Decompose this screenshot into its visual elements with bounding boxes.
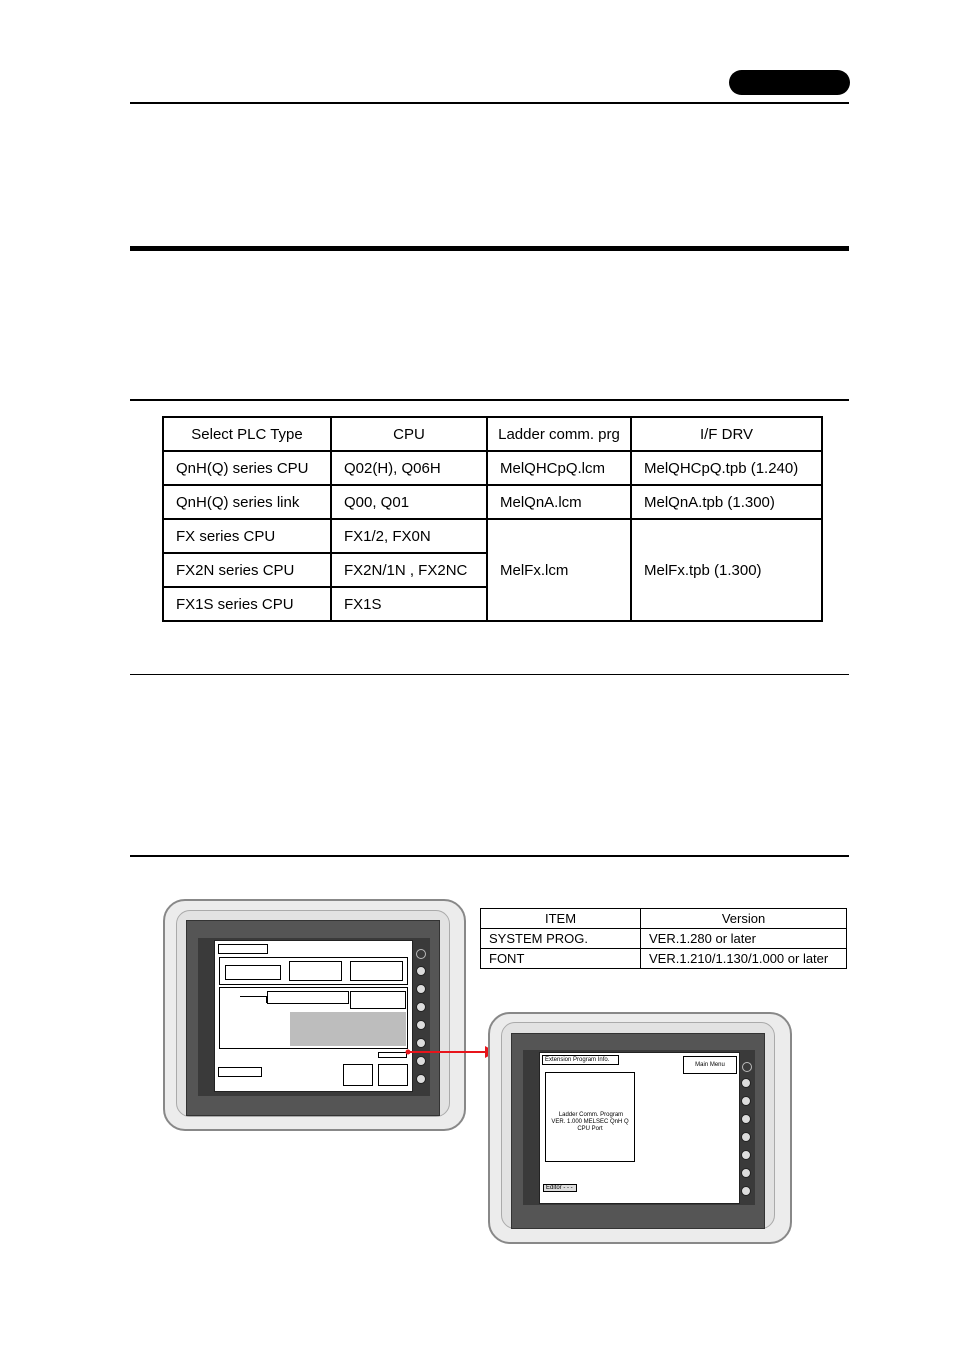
header-cell: ITEM: [481, 909, 641, 929]
section-rule-2: [130, 674, 849, 675]
table-row: [481, 949, 847, 969]
screen-title-box: [218, 944, 268, 954]
item-cell: FONT: [481, 949, 641, 969]
function-key[interactable]: [416, 1074, 426, 1084]
section-rule-3: [130, 855, 849, 857]
info-line-2: VER. 1.000 MELSEC QnH Q: [551, 1119, 629, 1125]
plc-type-cell: QnH(Q) series CPU: [163, 451, 331, 485]
ladder-cell: MelQnA.lcm: [487, 485, 631, 519]
screen-field: [289, 961, 342, 981]
section-rule-thick: [130, 246, 849, 251]
screen-top-panel: [219, 957, 408, 985]
chapter-badge: [729, 70, 850, 95]
screen-button[interactable]: [378, 1064, 408, 1086]
plc-type-cell: FX2N series CPU: [163, 553, 331, 587]
function-key[interactable]: [416, 984, 426, 994]
plc-type-cell: FX series CPU: [163, 519, 331, 553]
plc-type-table: [162, 416, 823, 622]
screen-mid-panel: [219, 987, 408, 1049]
device-right-screen: [539, 1052, 740, 1204]
function-key[interactable]: [741, 1114, 751, 1124]
function-key[interactable]: [741, 1150, 751, 1160]
drv-cell: MelFx.tpb (1.300): [631, 519, 822, 621]
drv-cell: MelQHCpQ.tpb (1.240): [631, 451, 822, 485]
version-cell: VER.1.280 or later: [641, 929, 847, 949]
function-key[interactable]: [416, 1020, 426, 1030]
info-line-1: Ladder Comm. Program: [558, 1112, 624, 1118]
plc-type-cell: FX1S series CPU: [163, 587, 331, 621]
cpu-cell: Q02(H), Q06H: [331, 451, 487, 485]
table-row: [163, 451, 822, 485]
header-cell: Select PLC Type: [163, 417, 331, 451]
screen-button[interactable]: [343, 1064, 373, 1086]
screen-field: [267, 991, 349, 1004]
item-cell: SYSTEM PROG.: [481, 929, 641, 949]
cpu-cell: FX1/2, FX0N: [331, 519, 487, 553]
cpu-cell: FX1S: [331, 587, 487, 621]
ladder-cell: MelQHCpQ.lcm: [487, 451, 631, 485]
function-key[interactable]: [741, 1186, 751, 1196]
power-icon: [742, 1062, 752, 1072]
cpu-cell: FX2N/1N , FX2NC: [331, 553, 487, 587]
plc-type-cell: QnH(Q) series link: [163, 485, 331, 519]
device-left-keys: [412, 940, 430, 1090]
function-key[interactable]: [416, 1002, 426, 1012]
screen-shaded-area: [290, 1012, 406, 1046]
screen-field: [225, 965, 281, 980]
version-table: [480, 908, 847, 969]
arrow-icon: [405, 1044, 497, 1060]
function-key[interactable]: [741, 1168, 751, 1178]
extension-title: Extension Program Info.: [542, 1055, 619, 1065]
function-key[interactable]: [741, 1096, 751, 1106]
editor-label[interactable]: Editor - - -: [543, 1184, 577, 1192]
table-row: [163, 485, 822, 519]
function-key[interactable]: [741, 1078, 751, 1088]
main-menu-button[interactable]: Main Menu: [683, 1056, 737, 1074]
table-header-row: [163, 417, 822, 451]
header-cell: Version: [641, 909, 847, 929]
screen-small-tab: [378, 1052, 407, 1058]
table-row: [481, 929, 847, 949]
table-header-row: [481, 909, 847, 929]
device-left-screen: [214, 940, 413, 1092]
screen-button[interactable]: [218, 1067, 262, 1077]
header-cell: CPU: [331, 417, 487, 451]
drv-cell: MelQnA.tpb (1.300): [631, 485, 822, 519]
header-cell: I/F DRV: [631, 417, 822, 451]
screen-leader-line: [240, 996, 266, 997]
ladder-cell: MelFx.lcm: [487, 519, 631, 621]
device-right-keys: [738, 1052, 755, 1202]
version-cell: VER.1.210/1.130/1.000 or later: [641, 949, 847, 969]
section-rule-1: [130, 399, 849, 401]
function-key[interactable]: [416, 966, 426, 976]
header-cell: Ladder comm. prg: [487, 417, 631, 451]
function-key[interactable]: [741, 1132, 751, 1142]
screen-field: [350, 961, 403, 981]
header-rule: [130, 102, 849, 104]
power-icon: [416, 949, 426, 959]
screen-field: [350, 991, 406, 1009]
table-row: [163, 519, 822, 553]
cpu-cell: Q00, Q01: [331, 485, 487, 519]
program-info-box: [545, 1072, 635, 1162]
info-line-3: CPU Port: [577, 1126, 603, 1132]
